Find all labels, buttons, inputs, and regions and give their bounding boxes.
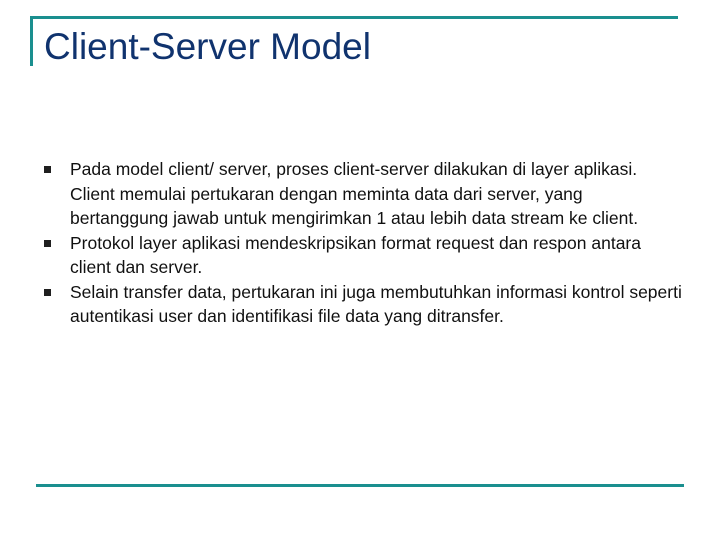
bullet-text: Pada model client/ server, proses client-server dilakukan di layer aplikasi. Client memulai pertukaran dengan meminta data dari server, yang bertanggung jawab untuk mengirimkan 1 atau lebih data stream ke client. bbox=[70, 159, 639, 228]
title-frame-top-line bbox=[30, 16, 678, 19]
footer-divider-line bbox=[36, 484, 684, 487]
square-bullet-icon bbox=[44, 289, 51, 296]
bullet-item bbox=[44, 231, 684, 280]
bullet-list bbox=[44, 157, 684, 329]
bullet-text: Protokol layer aplikasi mendeskripsikan format request dan respon antara client dan server. bbox=[70, 232, 641, 277]
slide-title: Client-Server Model bbox=[44, 26, 371, 67]
bullet-item bbox=[44, 157, 684, 231]
square-bullet-icon bbox=[44, 166, 51, 173]
bullet-item bbox=[44, 280, 684, 329]
title-frame-left-line bbox=[30, 16, 33, 66]
square-bullet-icon bbox=[44, 240, 51, 247]
bullet-text: Selain transfer data, pertukaran ini juga membutuhkan informasi kontrol seperti autentikasi user dan identifikasi file data yang ditransfer. bbox=[70, 281, 682, 326]
